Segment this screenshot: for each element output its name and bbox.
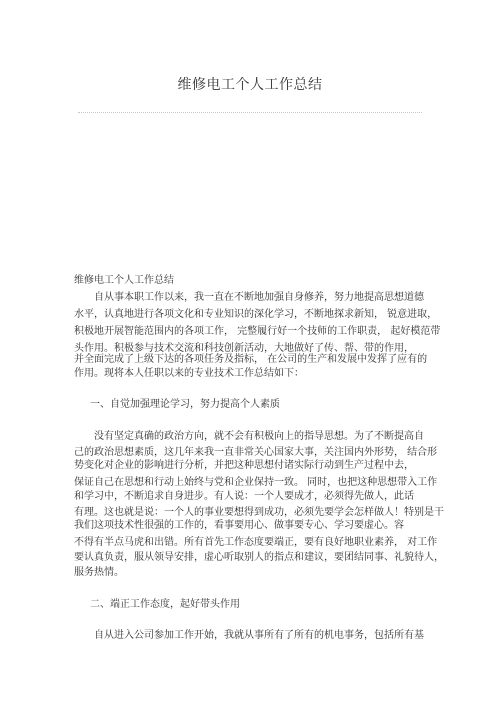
body-line: 服务热情。: [74, 567, 124, 578]
body-line: 水平，认真地进行各项文化和专业知识的深化学习，不断地探求新知， 锐意进取，: [74, 309, 438, 320]
body-line: 保证自己在思想和行动上始终与党和企业保持一致。 同时，也把这种思想带入工作: [74, 477, 438, 488]
body-line: 头作用。积极参与技术交流和科技创新活动，大地做好了传、帮、带的作用，: [74, 343, 414, 354]
body-line: 作用。现将本人任职以来的专业技术工作总结如下：: [74, 368, 304, 379]
section-heading: 二、端正工作态度，起好带头作用: [90, 599, 240, 610]
body-line: 并全面完成了上级下达的各项任务及指标， 在公司的生产和发展中发挥了应有的: [74, 354, 428, 365]
section-heading: 一、自觉加强理论学习，努力提高个人素质: [90, 399, 280, 410]
body-line: 要认真负责，服从领导安排，虚心听取别人的指点和建议，要团结同事、礼貌待人，: [74, 552, 444, 563]
body-line: 有理。这也就是说：一个人的事业要想得到成功，必须先要学会怎样做人！特别是干: [74, 507, 444, 518]
body-line: 不得有半点马虎和出错。所有首先工作态度要端正，要有良好地职业素养， 对工作: [74, 537, 438, 548]
body-line: 己的政治思想素质，这几年来我一直非常关心国家大事，关注国内外形势， 结合形: [74, 447, 438, 458]
body-line: 自从进入公司参加工作开始，我就从事所有了所有的机电事务，包括所有基: [94, 630, 424, 641]
body-line: 自从事本职工作以来，我一直在不断地加强自身修养，努力地提高思想道德: [94, 292, 424, 303]
body-line: 积极地开展智能范围内的各项工作， 完整履行好一个技师的工作职责， 起好模范带: [74, 326, 441, 337]
body-line: 没有坚定真确的政治方向，就不会有积极向上的指导思想。为了不断提高自: [94, 431, 424, 442]
page-title: 维修电工个人工作总结: [177, 77, 323, 93]
body-line: 势变化对企业的影响进行分析，并把这种思想付诸实际行动到生产过程中去，: [74, 460, 414, 471]
title-divider: [78, 112, 422, 113]
body-line: 我们这项技术性很强的工作的，看事要用心、做事要专心、学习要虚心。容: [74, 520, 404, 531]
body-line: 和学习中，不断追求自身进步。有人说：一个人要成才，必须得先做人，此话: [74, 491, 414, 502]
body-heading: 维修电工个人工作总结: [74, 275, 174, 286]
